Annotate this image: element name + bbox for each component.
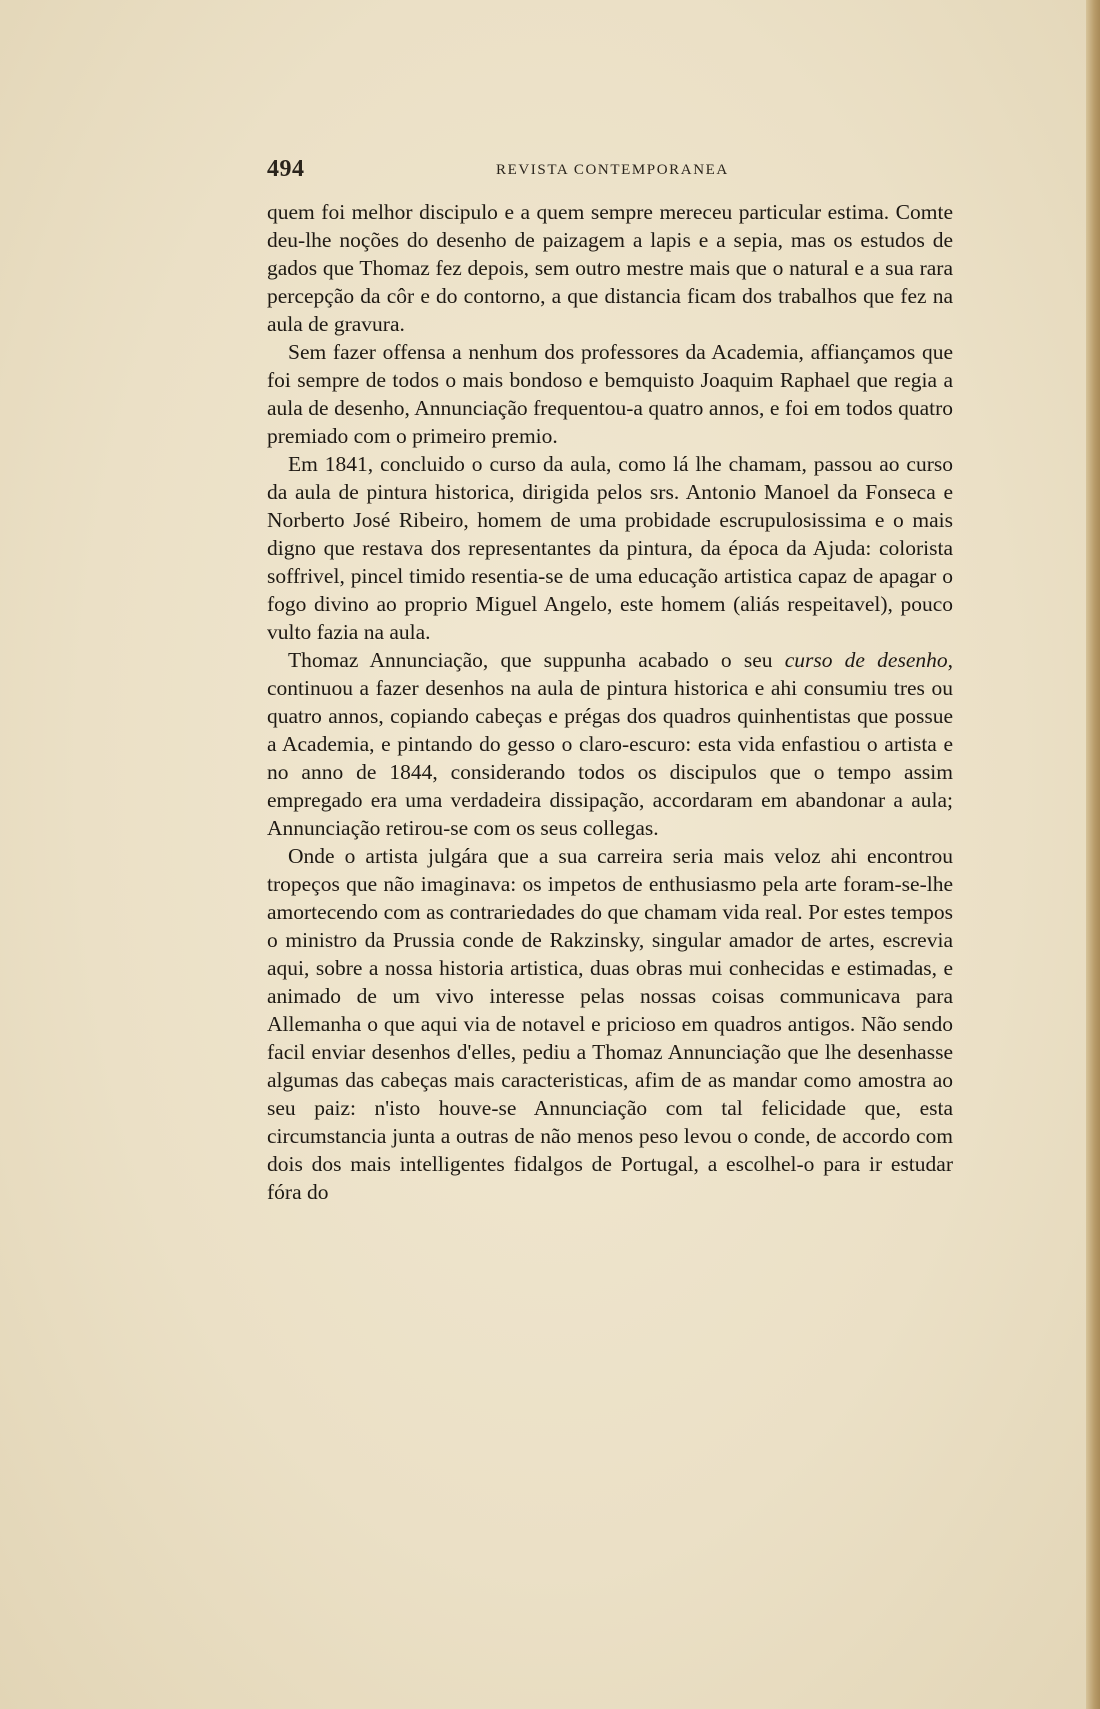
paragraph-text: , continuou a fazer desenhos na aula de pintura historica e ahi consumiu tres ou quatro annos, copiando cabeças e prégas dos quadros quinhentistas que possue a Academia, e pintando do gesso o claro-escuro: esta vida enfastiou o artista e no anno de 1844, considerando todos os discipulos que o tempo assim empregado era uma verdadeira dissipação, accordaram em abandonar a aula; Annunciação retirou-se com os seus collegas. [267, 648, 953, 840]
paragraph: Sem fazer offensa a nenhum dos professores da Academia, affiançamos que foi sempre de todos o mais bondoso e bemquisto Joaquim Raphael que regia a aula de desenho, Annunciação frequentou-a quatro annos, e foi em todos quatro premiado com o primeiro premio. [267, 340, 953, 448]
italic-term: curso de desenho [784, 648, 948, 672]
page-header [267, 156, 953, 186]
page-number: 494 [267, 156, 305, 182]
paragraph-continuation: quem foi melhor discipulo e a quem sempre mereceu particular estima. Comte deu-lhe noções do desenho de paizagem a lapis e a sepia, mas os estudos de gados que Thomaz fez depois, sem outro mestre mais que o natural e a sua rara percepção da côr e do contorno, a que distancia ficam dos trabalhos que fez na aula de gravura. [267, 200, 953, 336]
paragraph: Onde o artista julgára que a sua carreira seria mais veloz ahi encontrou tropeços que não imaginava: os impetos de enthusiasmo pela arte foram-se-lhe amortecendo com as contrariedades do que chamam vida real. Por estes tempos o ministro da Prussia conde de Rakzinsky, singular amador de artes, escrevia aqui, sobre a nossa historia artistica, duas obras mui conhecidas e estimadas, e animado de um vivo interesse pelas nossas coisas communicava para Allemanha o que aqui via de notavel e pricioso em quadros antigos. Não sendo facil enviar desenhos d'elles, pediu a Thomaz Annunciação que lhe desenhasse algumas das cabeças mais caracteristicas, afim de as mandar como amostra ao seu paiz: n'isto houve-se Annunciação com tal felicidade que, esta circumstancia junta a outras de não menos peso levou o conde, de accordo com dois dos mais intelligentes fidalgos de Portugal, a escolhel-o para ir estudar fóra do [267, 844, 953, 1204]
article-body [267, 198, 953, 1206]
page-edge-shadow [1086, 0, 1100, 1709]
paragraph: Em 1841, concluido o curso da aula, como lá lhe chamam, passou ao curso da aula de pintura historica, dirigida pelos srs. Antonio Manoel da Fonseca e Norberto José Ribeiro, homem de uma probidade escrupulosissima e o mais digno que restava dos representantes da pintura, da época da Ajuda: colorista soffrivel, pincel timido resentia-se de uma educação artistica capaz de apagar o fogo divino ao proprio Miguel Angelo, este homem (aliás respeitavel), pouco vulto fazia na aula. [267, 452, 953, 644]
paragraph [267, 646, 953, 842]
paragraph-text: Thomaz Annunciação, que suppunha acabado o seu [288, 648, 785, 672]
running-title: REVISTA CONTEMPORANEA [496, 162, 729, 178]
